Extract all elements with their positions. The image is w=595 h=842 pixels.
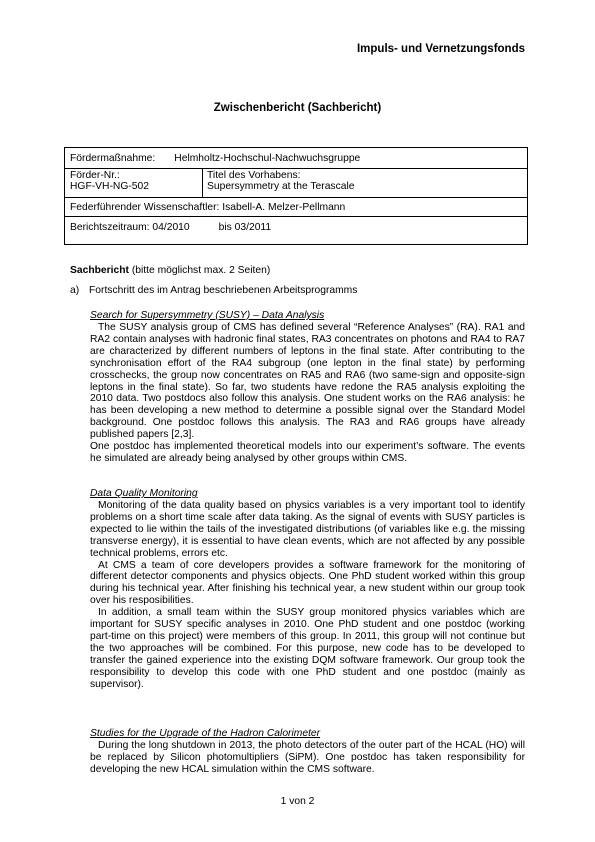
dqm-body (90, 500, 525, 691)
vorhaben-label: Titel des Vorhabens: (207, 170, 301, 181)
foerdernr-value: HGF-VH-NG-502 (70, 181, 149, 192)
form-table (64, 147, 528, 245)
form-row-period (65, 217, 527, 244)
period-end: bis 03/2011 (218, 222, 272, 233)
form-row-foerdermassnahme (65, 148, 527, 169)
item-a-text: Fortschritt des im Antrag beschriebenen Arbeitsprogramms (89, 285, 358, 296)
vorhaben-value: Supersymmetry at the Terascale (207, 181, 355, 192)
form-row-leader (65, 198, 527, 217)
leader-text: Federführender Wissenschaftler: Isabell-A. Melzer-Pellmann (70, 202, 346, 213)
dqm-paragraph-2: At CMS a team of core developers provides a software framework for the monitoring of different detector components and physics objects. One PhD student worked within this group during his technical year. After finishing his technical year, a new student within our group took over his resposibilities. (90, 559, 525, 607)
page-number: 1 von 2 (280, 796, 315, 807)
section-title: Sachbericht (70, 265, 129, 276)
susy-heading: Search for Supersymmetry (SUSY) – Data Analysis (90, 310, 325, 321)
item-a-label: a) (70, 285, 80, 296)
hcal-body (90, 740, 525, 776)
foerdermassnahme-value: Helmholtz-Hochschul-Nachwuchsgruppe (174, 153, 361, 164)
hcal-paragraph-1: During the long shutdown in 2013, the photo detectors of the outer part of the HCAL (HO) will be replaced by Silicon photomultipliers (SiPM). One postdoc has taken responsibility for developing the new HCAL simulation within the CMS software. (90, 740, 525, 775)
section-note: (bitte möglichst max. 2 Seiten) (128, 265, 271, 276)
foerdernr-label: Förder-Nr.: (70, 170, 120, 181)
susy-body (90, 322, 525, 465)
section-heading (70, 265, 270, 276)
hcal-heading: Studies for the Upgrade of the Hadron Calorimeter (90, 728, 321, 739)
dqm-paragraph-1: Monitoring of the data quality based on physics variables is a very important tool to identify problems on a short time scale after data taking. As the signal of events with SUSY particles is expected to lie within the tails of the investigated distributions (of variables like e.g. the missing transverse energy), it is essential to have clean events, which are not affected by any possible technical problems, errors etc. (90, 500, 525, 559)
page-title: Zwischenbericht (Sachbericht) (213, 102, 382, 114)
dqm-paragraph-3: In addition, a small team within the SUSY group monitored physics variables which are important for SUSY specific analyses in 2010. One PhD student and one postdoc (working part-time on this project) were members of this group. In 2011, this group will not continue but the two approaches will be combined. For this purpose, new code has to be developed to transfer the gained experience into the existing DQM software framework. Our group took the responsibility to develop this code with one PhD student and one postdoc (mainly as supervisor). (90, 607, 525, 690)
susy-paragraph-2: One postdoc has implemented theoretical models into our experiment’s software. The events he simulated are already being analysed by other groups within CMS. (90, 441, 525, 464)
item-a (70, 285, 357, 296)
form-row-ids (65, 169, 527, 198)
susy-paragraph-1: The SUSY analysis group of CMS has defined several “Reference Analyses” (RA). RA1 and RA2 contain analyses with hadronic final states, RA3 concentrates on photons and RA4 to RA7 are characterized by different numbers of leptons in the final state. After contributing to the synchronisation effort of the RA4 subgroup (one lepton in the final state) by performing crosschecks, the group now concentrates on RA5 and RA6 (two same-sign and opposite-sign leptons in the final state). So far, two students have redone the RA5 analysis exploiting the 2010 data. Two postdocs also follow this analysis. One student works on the RA6 analysis: he has been developing a new method to determine a possible signal over the Standard Model background. One postdoc follows this analysis. The RA3 and RA6 groups have already published papers [2,3]. (90, 322, 525, 441)
dqm-heading: Data Quality Monitoring (90, 488, 198, 499)
period-label: Berichtszeitraum: 04/2010 (70, 222, 190, 233)
foerdermassnahme-label: Fördermaßnahme: (70, 153, 156, 164)
header-org: Impuls- und Vernetzungsfonds (356, 43, 525, 55)
